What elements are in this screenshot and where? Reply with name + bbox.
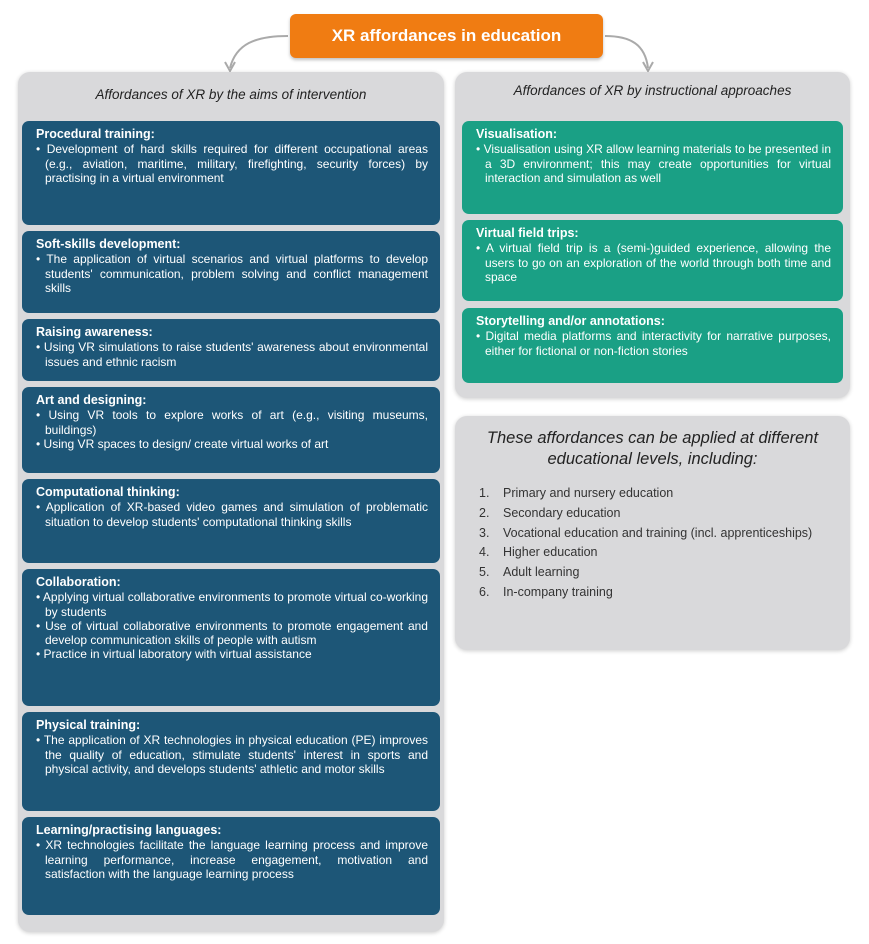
left-affordance-box	[22, 817, 440, 915]
bullet-item: • Using VR tools to explore works of art (e.g., visiting museums, buildings)	[36, 408, 428, 437]
box-bullets	[36, 252, 428, 295]
box-title: Visualisation:	[476, 127, 558, 141]
left-affordance-box	[22, 319, 440, 381]
box-bullets	[36, 408, 428, 451]
bullet-item: • Visualisation using XR allow learning materials to be presented in a 3D environment; this may create opportunities for virtual interaction and simulation as well	[476, 142, 831, 185]
level-item	[479, 543, 828, 563]
level-item	[479, 484, 828, 504]
main-title: XR affordances in education	[290, 14, 603, 58]
bullet-item: • Digital media platforms and interactivity for narrative purposes, either for fictional or non-fiction stories	[476, 329, 831, 358]
level-number: 6.	[479, 584, 490, 599]
bullet-item: • Applying virtual collaborative environments to promote virtual co-working by students	[36, 590, 428, 619]
box-title: Collaboration:	[36, 575, 121, 589]
box-title: Learning/practising languages:	[36, 823, 222, 837]
box-title: Soft-skills development:	[36, 237, 181, 251]
box-title: Storytelling and/or annotations:	[476, 314, 665, 328]
right-affordance-box	[462, 220, 843, 301]
box-bullets	[36, 733, 428, 776]
level-item	[479, 563, 828, 583]
level-number: 5.	[479, 565, 490, 580]
left-affordance-box	[22, 479, 440, 563]
left-affordance-box	[22, 569, 440, 706]
bullet-item: • Development of hard skills required for different occupational areas (e.g., aviation, maritime, military, firefighting, security forces) by practising in a virtual environment	[36, 142, 428, 185]
levels-list	[479, 484, 828, 603]
level-number: 3.	[479, 525, 490, 540]
levels-heading: These affordances can be applied at different educational levels, including:	[486, 429, 819, 468]
box-bullets	[36, 500, 428, 529]
bullet-item: • The application of virtual scenarios and virtual platforms to develop students' communication, problem solving and conflict management skills	[36, 252, 428, 295]
right-affordance-box	[462, 121, 843, 214]
box-bullets	[36, 838, 428, 881]
levels-panel	[455, 416, 850, 650]
box-title: Art and designing:	[36, 393, 147, 407]
level-item	[479, 583, 828, 603]
box-bullets	[36, 590, 428, 661]
box-bullets	[476, 142, 831, 185]
level-text: Primary and nursery education	[503, 486, 674, 500]
left-affordance-box	[22, 121, 440, 225]
bullet-item: • Application of XR-based video games and simulation of problematic situation to develop students' computational thinking skills	[36, 500, 428, 529]
level-text: Secondary education	[503, 505, 621, 520]
aims-heading: Affordances of XR by the aims of intervention	[95, 87, 367, 102]
box-title: Computational thinking:	[36, 485, 180, 499]
approaches-heading: Affordances of XR by instructional approaches	[513, 83, 792, 98]
bullet-item: • The application of XR technologies in physical education (PE) improves the quality of education, stimulate students' interest in sports and physical activity, and develops students' athletic and motor skills	[36, 733, 428, 776]
left-affordance-box	[22, 231, 440, 313]
left-affordance-box	[22, 712, 440, 811]
bullet-item: • Using VR simulations to raise students' awareness about environmental issues and ethnic racism	[36, 340, 428, 369]
level-number: 4.	[479, 545, 490, 560]
level-text: Vocational education and training (incl. apprenticeships)	[503, 525, 813, 540]
bullet-item: • A virtual field trip is a (semi-)guided experience, allowing the users to go on an exploration of the world through both time and space	[476, 241, 831, 284]
box-bullets	[36, 340, 428, 369]
bullet-item: • Using VR spaces to design/ create virtual works of art	[36, 437, 428, 451]
box-title: Virtual field trips:	[476, 226, 579, 240]
bullet-item: • Use of virtual collaborative environments to promote engagement and develop communication skills of people with autism	[36, 619, 428, 648]
bullet-item: • XR technologies facilitate the language learning process and improve learning performance, increase engagement, motivation and satisfaction with the language learning process	[36, 838, 428, 881]
level-item	[479, 504, 828, 524]
level-item	[479, 524, 828, 544]
box-title: Procedural training:	[36, 127, 155, 141]
level-text: In-company training	[503, 584, 613, 599]
bullet-item: • Practice in virtual laboratory with virtual assistance	[36, 647, 428, 661]
level-text: Adult learning	[503, 565, 580, 580]
level-text: Higher education	[503, 545, 598, 560]
level-number: 2.	[479, 505, 490, 520]
box-title: Physical training:	[36, 718, 141, 732]
box-title: Raising awareness:	[36, 325, 153, 339]
box-bullets	[476, 241, 831, 284]
level-number: 1.	[479, 486, 490, 500]
right-affordance-box	[462, 308, 843, 383]
box-bullets	[36, 142, 428, 185]
box-bullets	[476, 329, 831, 358]
left-affordance-box	[22, 387, 440, 473]
